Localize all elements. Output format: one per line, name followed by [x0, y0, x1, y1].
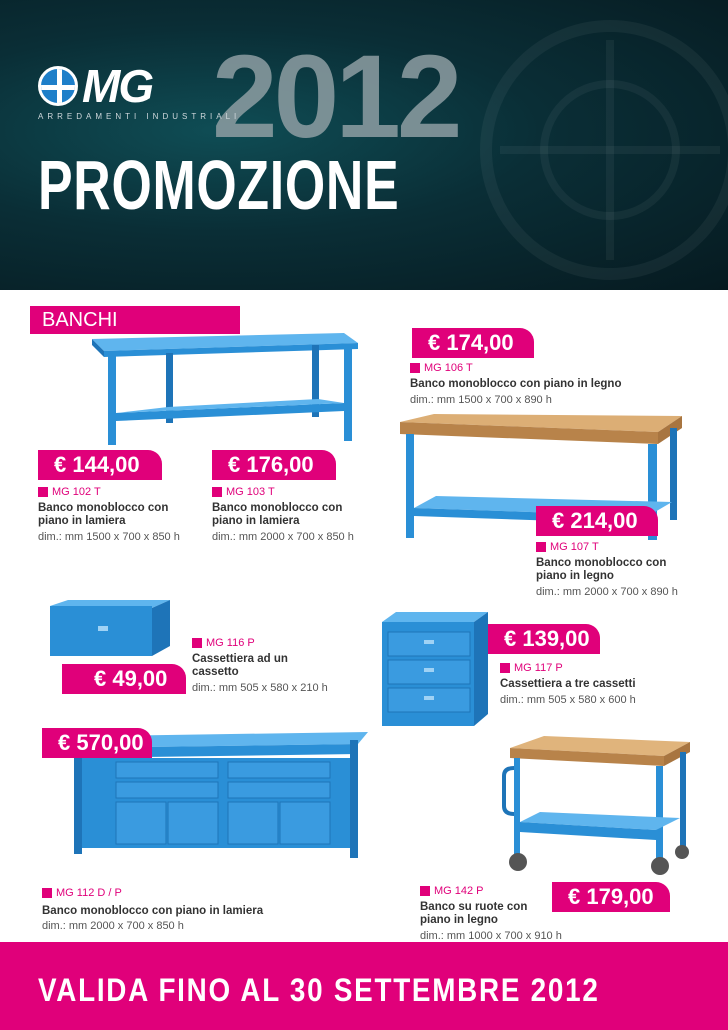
product-name: Banco monoblocco con piano in lamiera	[42, 905, 264, 917]
product-code-text: MG 142 P	[434, 885, 484, 897]
product-dimensions: dim.: mm 1500 x 700 x 890 h	[410, 394, 552, 406]
bullet-square-icon	[212, 487, 222, 497]
bullet-square-icon	[192, 638, 202, 648]
product-name-line2: piano in lamiera	[38, 515, 126, 527]
product-dimensions: dim.: mm 1500 x 700 x 850 h	[38, 531, 180, 543]
header-banner	[0, 0, 728, 290]
price-tag: € 176,00	[212, 450, 336, 480]
product-name-line2: piano in legno	[420, 914, 498, 926]
product-code-text: MG 106 T	[424, 362, 473, 374]
price-tag: € 570,00	[42, 728, 152, 758]
product-dimensions: dim.: mm 505 x 580 x 600 h	[500, 694, 636, 706]
product-code	[500, 661, 563, 675]
product-code	[42, 886, 122, 900]
product-code	[536, 540, 599, 554]
bullet-square-icon	[38, 487, 48, 497]
price-tag: € 179,00	[552, 882, 670, 912]
price-tag: € 144,00	[38, 450, 162, 480]
validity-notice: VALIDA FINO AL 30 SETTEMBRE 2012	[38, 972, 600, 1008]
product-code-text: MG 117 P	[514, 662, 563, 674]
year-title: 2012	[212, 31, 459, 163]
product-name-line1: Banco su ruote con	[420, 901, 528, 913]
product-code-text: MG 107 T	[550, 541, 599, 553]
product-code	[38, 485, 101, 499]
price-tag: € 49,00	[62, 664, 186, 694]
single-drawer-image	[42, 600, 172, 660]
product-code-text: MG 102 T	[52, 486, 101, 498]
product-dimensions: dim.: mm 2000 x 700 x 850 h	[42, 920, 184, 932]
product-code-text: MG 112 D / P	[56, 887, 122, 899]
product-code-text: MG 116 P	[206, 637, 255, 649]
product-dimensions: dim.: mm 505 x 580 x 210 h	[192, 682, 328, 694]
section-label-banchi: BANCHI	[30, 306, 240, 334]
three-drawer-image	[382, 612, 492, 728]
product-name-line2: piano in lamiera	[212, 515, 300, 527]
product-name-line1: Banco monoblocco con	[536, 557, 667, 569]
bullet-square-icon	[500, 663, 510, 673]
promo-headline: PROMOZIONE	[38, 146, 400, 224]
price-tag: € 174,00	[412, 328, 534, 358]
product-name-line2: cassetto	[192, 666, 239, 678]
product-code	[192, 636, 255, 650]
product-code	[420, 884, 484, 898]
workbench-steel-image	[82, 325, 362, 445]
product-name-line1: Cassettiera ad un	[192, 653, 288, 665]
product-name-line2: piano in legno	[536, 570, 614, 582]
logo-mark-icon	[38, 66, 78, 106]
bullet-square-icon	[420, 886, 430, 896]
product-dimensions: dim.: mm 2000 x 700 x 890 h	[536, 586, 678, 598]
bullet-square-icon	[42, 888, 52, 898]
product-name: Banco monoblocco con piano in legno	[410, 378, 622, 390]
price-tag: € 139,00	[488, 624, 600, 654]
product-name-line1: Banco monoblocco con	[38, 502, 169, 514]
product-code	[212, 485, 275, 499]
product-name: Cassettiera a tre cassetti	[500, 678, 636, 690]
logo-subtitle: ARREDAMENTI INDUSTRIALI	[38, 112, 241, 121]
bullet-square-icon	[536, 542, 546, 552]
product-dimensions: dim.: mm 1000 x 700 x 910 h	[420, 930, 562, 942]
product-dimensions: dim.: mm 2000 x 700 x 850 h	[212, 531, 354, 543]
mg-logo	[38, 60, 153, 112]
bullet-square-icon	[410, 363, 420, 373]
mobile-bench-image	[500, 736, 690, 876]
price-tag: € 214,00	[536, 506, 658, 536]
crosshair-horizontal	[500, 146, 720, 154]
product-code-text: MG 103 T	[226, 486, 275, 498]
product-name-line1: Banco monoblocco con	[212, 502, 343, 514]
product-code	[410, 361, 473, 375]
logo-brand-text: MG	[82, 60, 153, 112]
